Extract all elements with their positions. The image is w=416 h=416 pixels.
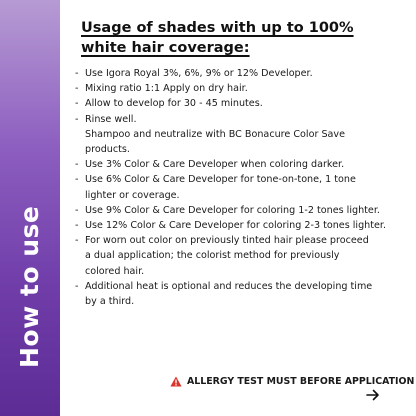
list-item: - Use 9% Color & Care Developer for coloring 1-2 tones lighter. (75, 203, 395, 218)
list-item: - Use 6% Color & Care Developer for tone-on-tone, 1 tone lighter or coverage. (75, 172, 395, 202)
arrow-right-icon[interactable] (366, 389, 380, 401)
warning-text: ALLERGY TEST MUST BEFORE APPLICATION (187, 376, 415, 387)
warning-triangle-icon (170, 376, 182, 387)
list-item: - Use 12% Color & Care Developer for coloring 2-3 tones lighter. (75, 218, 395, 233)
instructions-content (75, 18, 395, 309)
list-item: - Mixing ratio 1:1 Apply on dry hair. (75, 81, 395, 96)
side-band (0, 0, 60, 416)
list-item: - Use Igora Royal 3%, 6%, 9% or 12% Developer. (75, 66, 395, 81)
list-item: - Allow to develop for 30 - 45 minutes. (75, 96, 395, 111)
list-item: - Rinse well. Shampoo and neutralize with BC Bonacure Color Save products. (75, 112, 395, 158)
list-item: - For worn out color on previously tinted hair please proceed a dual application; the colorist method for previously colored hair. (75, 233, 395, 279)
side-label: How to use (15, 205, 44, 368)
list-item: - Use 3% Color & Care Developer when coloring darker. (75, 157, 395, 172)
usage-heading: Usage of shades with up to 100% white hair coverage: (81, 20, 354, 56)
instruction-list (75, 66, 395, 309)
allergy-warning (170, 376, 414, 387)
list-item: - Additional heat is optional and reduces the developing time by a third. (75, 279, 395, 309)
